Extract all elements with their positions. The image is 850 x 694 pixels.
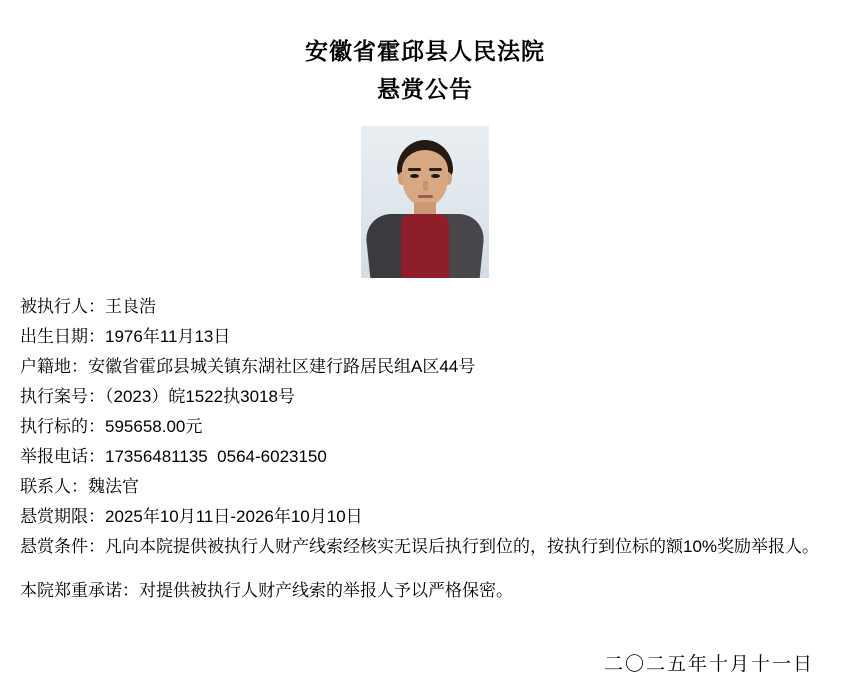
portrait-brow-left — [408, 168, 421, 171]
issue-date: 二〇二五年十月十一日 — [603, 654, 814, 675]
confidentiality-promise: 本院郑重承诺：对提供被执行人财产线索的举报人予以严格保密。 — [20, 581, 513, 600]
portrait-nose — [423, 181, 428, 191]
field-reward-period: 悬赏期限：2025年10月11日-2026年10月10日 — [20, 507, 363, 526]
field-report-phone: 举报电话：17356481135 0564-6023150 — [20, 447, 327, 466]
reward-condition-paragraph: 悬赏条件：凡向本院提供被执行人财产线索经核实无误后执行到位的，按执行到位标的额10%奖励举报人。 — [20, 537, 820, 556]
field-residence: 户籍地：安徽省霍邱县城关镇东湖社区建行路居民组A区44号 — [20, 357, 476, 376]
document-body — [20, 292, 830, 606]
portrait-shirt — [401, 214, 449, 278]
portrait-brow-right — [429, 168, 442, 171]
title-line-subject: 悬赏公告 — [377, 76, 473, 102]
field-case-number: 执行案号：（2023）皖1522执3018号 — [20, 387, 295, 406]
document-title — [20, 32, 830, 108]
field-execution-amount: 执行标的：595658.00元 — [20, 417, 203, 436]
portrait-eye-right — [431, 174, 440, 178]
portrait-photo-container — [20, 126, 830, 278]
field-birth-date: 出生日期：1976年11月13日 — [20, 327, 231, 346]
portrait-photo — [361, 126, 489, 278]
field-contact-person: 联系人：魏法官 — [20, 477, 139, 496]
title-line-court: 安徽省霍邱县人民法院 — [305, 38, 545, 64]
portrait-mouth — [418, 195, 433, 198]
portrait-eye-left — [410, 174, 419, 178]
field-subject-person: 被执行人：王良浩 — [20, 297, 156, 316]
